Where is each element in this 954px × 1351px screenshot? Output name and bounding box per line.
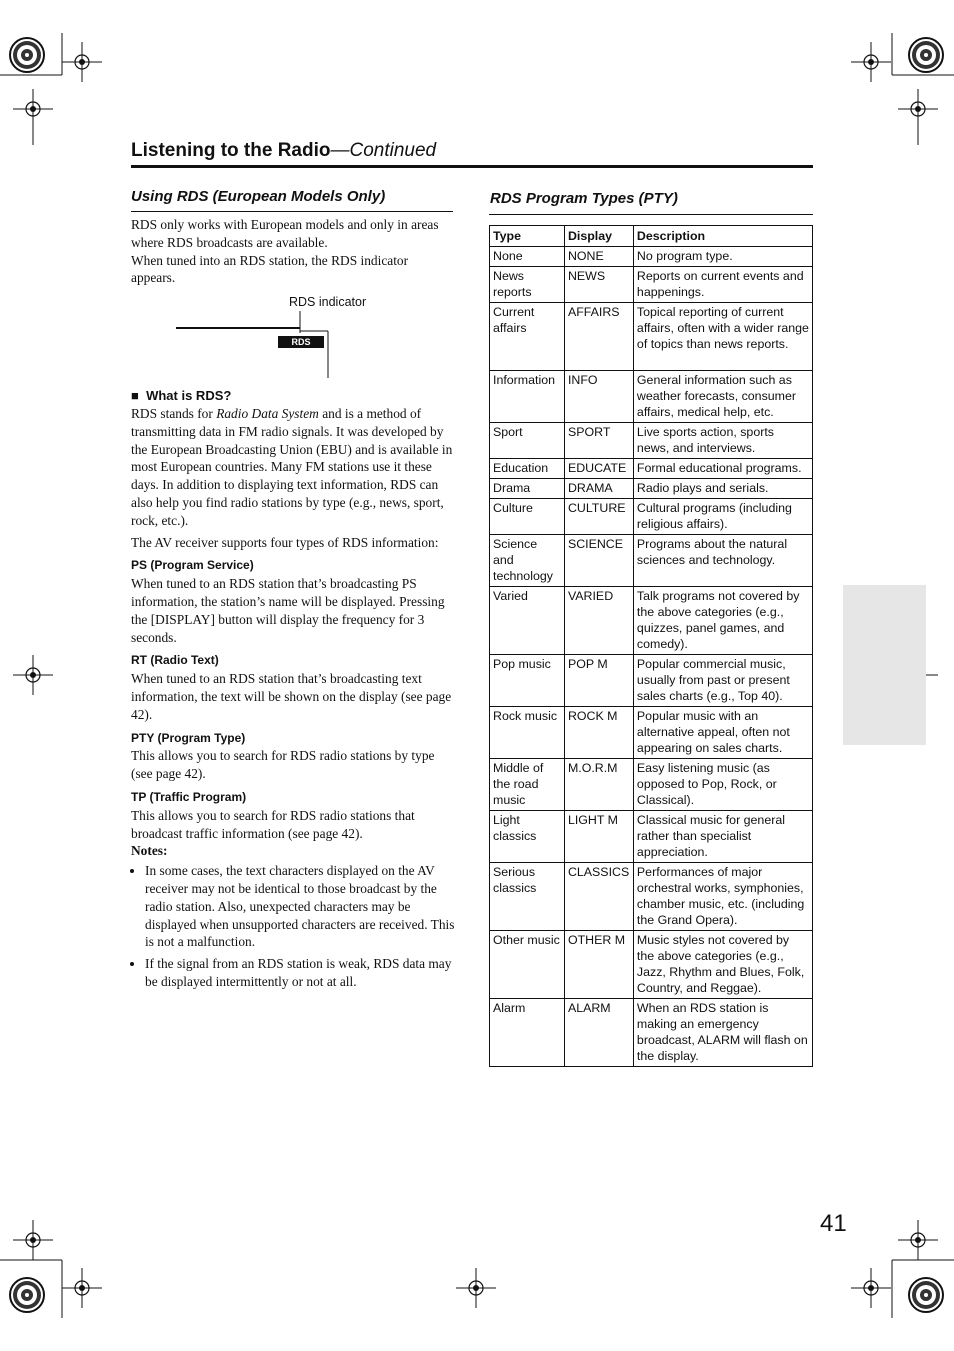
table-row	[490, 499, 813, 535]
section-title-using-rds: Using RDS (European Models Only)	[131, 188, 386, 205]
cell-display: SPORT	[564, 423, 633, 459]
cell-description: Easy listening music (as opposed to Pop, Rock, or Classical).	[633, 759, 812, 811]
table-row	[490, 587, 813, 655]
page-title: Listening to the Radio	[131, 140, 331, 161]
cell-description: Live sports action, sports news, and interviews.	[633, 423, 812, 459]
header-rule	[131, 165, 813, 168]
pty-text: This allows you to search for RDS radio stations by type (see page 42).	[131, 748, 435, 782]
cell-description: Reports on current events and happenings.	[633, 267, 812, 303]
page-header	[131, 140, 813, 162]
cell-description: Topical reporting of current affairs, often with a wider range of topics than news reports.	[633, 303, 812, 371]
cell-type: Science and technology	[490, 535, 565, 587]
cell-type: None	[490, 247, 565, 267]
table-row	[490, 303, 813, 371]
cell-type: Light classics	[490, 811, 565, 863]
cell-description: Popular music with an alternative appeal, often not appearing on sales charts.	[633, 707, 812, 759]
cell-display: EDUCATE	[564, 459, 633, 479]
cell-type: Other music	[490, 931, 565, 999]
cell-type: Information	[490, 371, 565, 423]
cell-type: Alarm	[490, 999, 565, 1067]
cell-description: Performances of major orchestral works, symphonies, chamber music, etc. (including the Grand Opera).	[633, 863, 812, 931]
table-row	[490, 759, 813, 811]
cell-type: Pop music	[490, 655, 565, 707]
cell-description: General information such as weather forecasts, consumer affairs, medical help, etc.	[633, 371, 812, 423]
cell-description: Popular commercial music, usually from past or present sales charts (e.g., Top 40).	[633, 655, 812, 707]
cell-type: Varied	[490, 587, 565, 655]
tp-heading: TP (Traffic Program)	[131, 789, 247, 804]
cell-type: Sport	[490, 423, 565, 459]
cell-type: Current affairs	[490, 303, 565, 371]
cell-description: Programs about the natural sciences and technology.	[633, 535, 812, 587]
cell-type: News reports	[490, 267, 565, 303]
table-row	[490, 999, 813, 1067]
ps-text: When tuned to an RDS station that’s broadcasting PS information, the station’s name will be displayed. Pressing the [DISPLAY] button will display the frequency for 3 seconds.	[131, 576, 445, 645]
cell-display: NONE	[564, 247, 633, 267]
cell-display: OTHER M	[564, 931, 633, 999]
cell-display: NEWS	[564, 267, 633, 303]
cell-display: POP M	[564, 655, 633, 707]
cell-description: Talk programs not covered by the above categories (e.g., quizzes, panel games, and comedy).	[633, 587, 812, 655]
table-header-row	[490, 226, 813, 247]
column-header-description: Description	[633, 226, 812, 247]
cell-type: Rock music	[490, 707, 565, 759]
tp-text: This allows you to search for RDS radio stations that broadcast traffic information (see page 42).	[131, 807, 415, 841]
page-number: 41	[820, 1210, 847, 1237]
pty-table	[489, 225, 813, 1067]
cell-display: CULTURE	[564, 499, 633, 535]
intro-paragraph-2: When tuned into an RDS station, the RDS indicator appears.	[131, 252, 409, 286]
table-row	[490, 655, 813, 707]
cell-description: When an RDS station is making an emergency broadcast, ALARM will flash on the display.	[633, 999, 812, 1067]
section-title-pty: RDS Program Types (PTY)	[490, 190, 678, 207]
page-title-continued: —Continued	[330, 140, 437, 161]
cell-type: Education	[490, 459, 565, 479]
table-row	[490, 931, 813, 999]
cell-type: Drama	[490, 479, 565, 499]
cell-display: M.O.R.M	[564, 759, 633, 811]
cell-description: Music styles not covered by the above categories (e.g., Jazz, Rhythm and Blues, Folk, Country, and Reggae).	[633, 931, 812, 999]
table-row	[490, 811, 813, 863]
cell-display: LIGHT M	[564, 811, 633, 863]
cell-description: Classical music for general rather than specialist appreciation.	[633, 811, 812, 863]
cell-type: Middle of the road music	[490, 759, 565, 811]
table-row	[490, 535, 813, 587]
side-tab	[843, 585, 926, 745]
cell-description: Cultural programs (including religious affairs).	[633, 499, 812, 535]
what-is-rds-paragraph: RDS stands for Radio Data System and is a method of transmitting data in FM radio signals. It was developed by the European Broadcasting Union (EBU) and is available in most European countries. Many FM stations use it these days. In addition to displaying text information, RDS can also help you find radio stations by type (e.g., news, sport, rock, etc.).	[131, 405, 453, 528]
table-row	[490, 479, 813, 499]
table-row	[490, 459, 813, 479]
what-is-rds-label: What is RDS?	[146, 388, 232, 404]
cell-display: ROCK M	[564, 707, 633, 759]
note-item: • In some cases, the text characters displayed on the AV receiver may not be identical to those broadcast by the radio station. Also, unexpected characters may be displayed when unsupported characters are received. This is not a malfunction.	[145, 862, 455, 951]
column-header-display: Display	[564, 226, 633, 247]
rds-indicator-figure	[131, 293, 455, 383]
notes-heading: Notes:	[131, 843, 168, 859]
rt-heading: RT (Radio Text)	[131, 653, 219, 668]
cell-display: AFFAIRS	[564, 303, 633, 371]
notes-list	[131, 862, 455, 991]
cell-type: Culture	[490, 499, 565, 535]
section-rule-left	[131, 211, 453, 212]
table-row	[490, 267, 813, 303]
radio-data-system-term: Radio Data System	[216, 405, 319, 421]
cell-display: ALARM	[564, 999, 633, 1067]
what-is-rds-heading	[131, 387, 455, 405]
table-row	[490, 247, 813, 267]
table-row	[490, 863, 813, 931]
square-bullet-icon: ■	[131, 388, 139, 404]
cell-display: INFO	[564, 371, 633, 423]
rt-text: When tuned to an RDS station that’s broadcasting text information, the text will be shown on the display (see page 42).	[131, 671, 452, 722]
intro-paragraph-1: RDS only works with European models and only in areas where RDS broadcasts are available.	[131, 217, 439, 250]
rds-indicator-label: RDS indicator	[289, 295, 367, 309]
table-row	[490, 707, 813, 759]
column-header-type: Type	[490, 226, 565, 247]
cell-type: Serious classics	[490, 863, 565, 931]
section-rule-right	[489, 214, 813, 215]
cell-display: VARIED	[564, 587, 633, 655]
cell-display: SCIENCE	[564, 535, 633, 587]
table-row	[490, 371, 813, 423]
cell-description: Formal educational programs.	[633, 459, 812, 479]
cell-description: No program type.	[633, 247, 812, 267]
rds-badge: RDS	[278, 336, 324, 348]
ps-heading: PS (Program Service)	[131, 558, 254, 573]
cell-display: CLASSICS	[564, 863, 633, 931]
cell-display: DRAMA	[564, 479, 633, 499]
four-types-paragraph: The AV receiver supports four types of RDS information:	[131, 534, 439, 550]
pty-heading: PTY (Program Type)	[131, 730, 246, 745]
note-item: • If the signal from an RDS station is weak, RDS data may be displayed intermittently or not at all.	[145, 955, 455, 991]
table-row	[490, 423, 813, 459]
cell-description: Radio plays and serials.	[633, 479, 812, 499]
